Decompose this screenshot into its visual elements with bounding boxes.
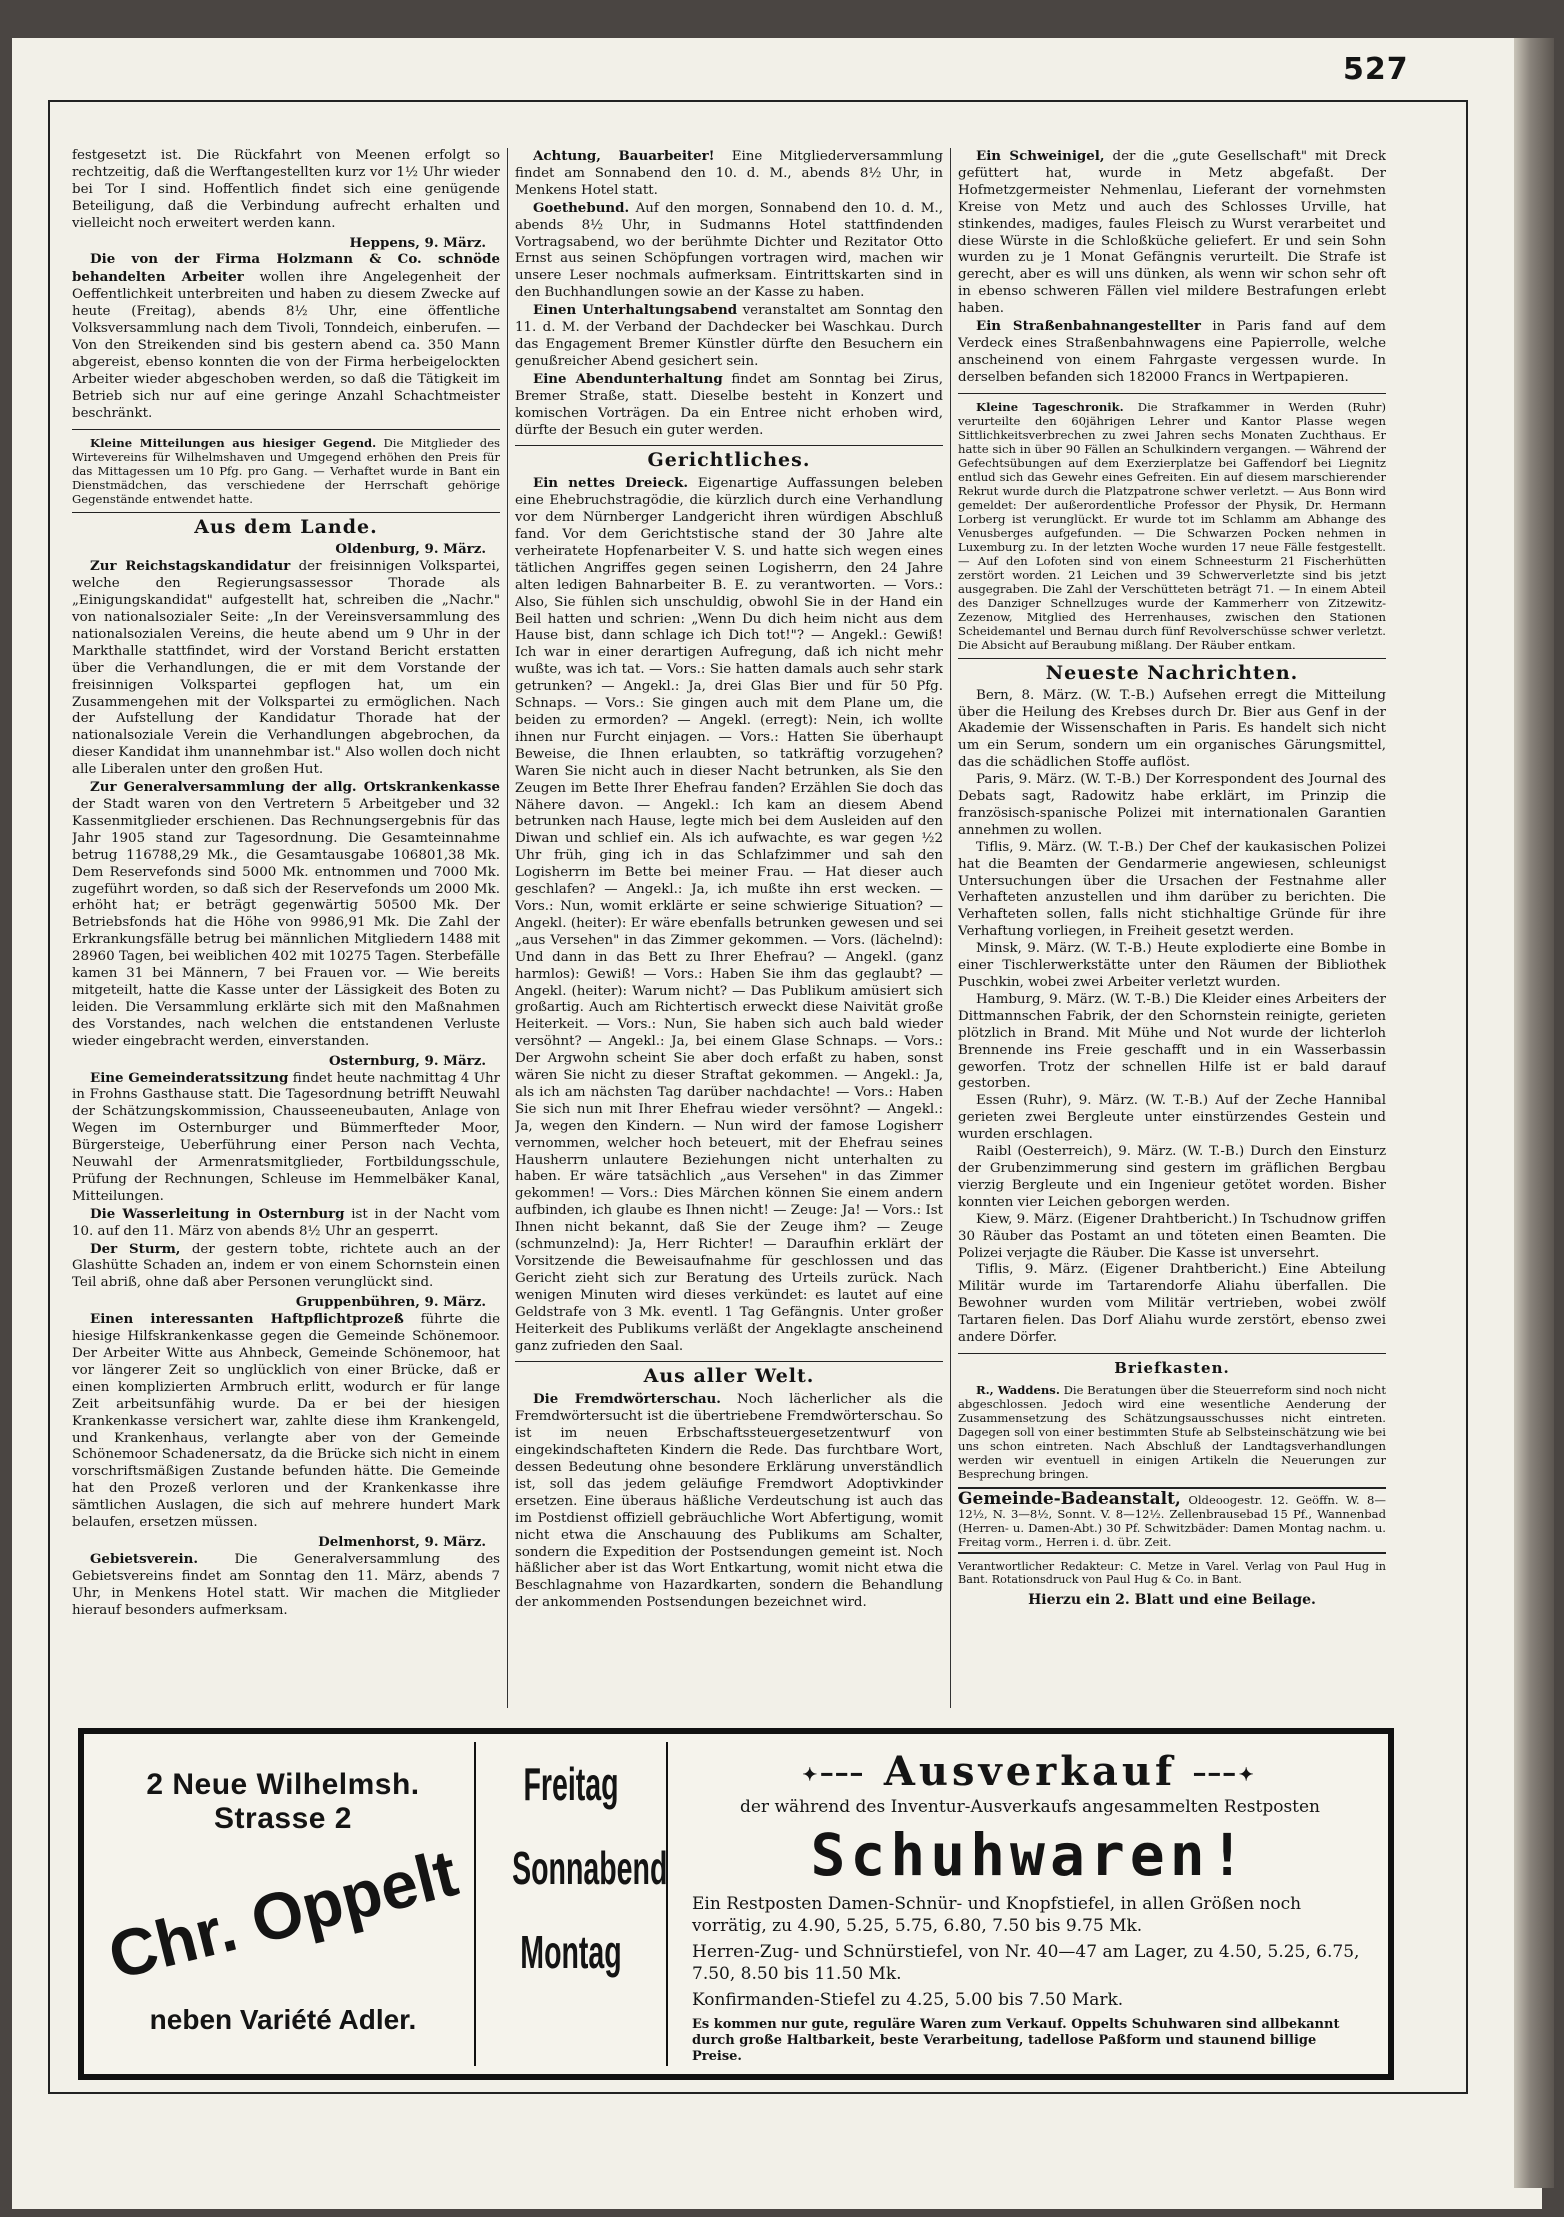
article-text: festgesetzt ist. Die Rückfahrt von Meenen erfolgt so rechtzeitig, daß die Werftangestellten kurz vor 1½ Uhr wieder bei Tor I sind. Hoffentlich findet sich eine genügende Beteiligung, daß die Verbindung aufrecht erhalten und vielleicht noch erweitert werden kann. — [72, 148, 500, 231]
ornament-icon: ━━━✦ — [1194, 1764, 1258, 1786]
ad-brand-name: Chr. Oppelt — [101, 1835, 465, 1993]
article — [515, 1391, 943, 1612]
article-text: findet heute nachmittag 4 Uhr in Frohns Gasthause statt. Die Tagesordnung betrifft Neuwahl der Schätzungskommission, Chausseeneubauten, Anlage von Wegen im Osternburger und Bümmerfteder Moor, Bürgersteige, Ueberführung einer Person nach Vechta, Neuwahl der Armenratsmitglieder, Fortbildungsschule, Prüfung der Rechnungen, Schleuse im Hemmelbäker Kanal, Mitteilungen. — [72, 1070, 500, 1204]
news-item: Tiflis, 9. März. (Eigener Drahtbericht.) Eine Abteilung Militär wurde im Tartarendorfe Aliahu überfallen. Die Bewohner wurden vom Militär vertrieben, wobei zwölf Tartaren fielen. Das Dorf Aliahu wurde zerstört, ebenso zwei andere Dörfer. — [958, 1262, 1386, 1346]
news-item: Minsk, 9. März. (W. T.-B.) Heute explodierte eine Bombe in einer Tischlerwerkstätte unter den Räumen der Bibliothek Puschkin, wobei zwei Arbeiter verletzt wurden. — [958, 941, 1386, 990]
article-heading: Gebietsverein. — [90, 1550, 199, 1567]
divider — [958, 658, 1386, 659]
ad-sale-panel — [680, 1742, 1380, 2066]
dateline: Osternburg, 9. März. — [329, 1052, 486, 1069]
article-heading: Zur Reichstagskandidatur — [90, 558, 291, 575]
article-heading: Ein Straßenbahnangestellter — [976, 318, 1201, 335]
news-item: Raibl (Oesterreich), 9. März. (W. T.-B.) Durch den Einsturz der Grubenzimmerung sind gestern im gräflichen Bergbau vierzig Bergleute und ein Ingenieur getötet worden. Bisher konnten vier Leichen geborgen werden. — [958, 1144, 1386, 1210]
bath-notice-text: Oldeoogestr. 12. Geöffn. W. 8—12½, N. 3—8½, Sonnt. V. 8—12½. Zellenbrausebad 15 Pf., Wannenbad (Herren- u. Damen-Abt.) 30 Pf. Schwitzbäder: Damen Montag nachm. u. Freitag vorm., Herren i. d. übr. Zeit. — [958, 1492, 1386, 1549]
ad-store-panel — [92, 1742, 476, 2066]
article-text: der freisinnigen Volkspartei, welche den Regierungsassessor Thorade als „Einigungskandidat" aufgestellt hat, schreiben die „Nachr." von nationalsozialer Seite: „In der Vereinsversammlung des nationalsozialen Vereins, die heute abend um 9 Uhr in der Markthalle stattfindet, wird der Vorstand Bericht erstatten über die Verhandlungen, die er mit dem Vorstande der freisinnigen Volkspartei gepflogen hat, um ein Zusammengehen mit der Volkspartei zu ermöglichen. Nach der Aufstellung der Kandidatur Thorade hat der nationalsoziale Verein die Verhandlungen abgebrochen, da dieser Kandidat ihm unannehmbar ist." Also wollen doch nicht alle Liberalen unter den großen Hut. — [72, 559, 500, 778]
bath-notice-heading: Gemeinde-Badeanstalt, — [958, 1488, 1181, 1509]
divider — [958, 1353, 1386, 1354]
article-heading: Einen Unterhaltungsabend — [533, 302, 738, 319]
advertisement — [78, 1728, 1394, 2080]
article-heading: Goethebund. — [533, 199, 630, 216]
article — [72, 1241, 500, 1293]
ad-footer-text: Es kommen nur gute, reguläre Waren zum Verkauf. Oppelts Schuhwaren sind allbekannt durch große Haltbarkeit, beste Verarbeitung, tadellose Paßform und staunend billige Preise. — [692, 2017, 1340, 2064]
news-item: Tiflis, 9. März. (W. T.-B.) Der Chef der kaukasischen Polizei hat die Beamten der Gendarmerie angewiesen, schleunigst Untersuchungen über die Ursachen der Festnahme aller Verhafteten anzustellen und ihm darüber zu berichten. Die Verhafteten sollen, falls nicht stichhaltige Gründe für ihre Verhaftung vorliegen, in Freiheit gesetzt werden. — [958, 839, 1386, 940]
article-heading: Eine Gemeinderatssitzung — [90, 1069, 289, 1086]
article-text: wollen ihre Angelegenheit der Oeffentlichkeit unterbreiten und haben zu diesem Zwecke auf heute (Freitag), abends 8½ Uhr, eine öffentliche Volksversammlung nach dem Tivoli, Tonndeich, einberufen. — Von den Streikenden sind bis gestern abend ca. 350 Mann abgereist, ebenso konnten die von der Firma herbeigelockten Arbeiter wieder abgeschoben werden, so daß die Tätigkeit im Betrieb sich nur auf eine geringe Anzahl Schachtmeister beschränkt. — [72, 270, 500, 421]
divider — [515, 445, 943, 446]
article-text: Auf den morgen, Sonnabend den 10. d. M., abends 8½ Uhr, in Sudmanns Hotel stattfindenden Vortragsabend, wo der berühmte Dichter und Rezitator Otto Ernst aus seinen Schöpfungen vortragen wird, machen wir unsere Leser nochmals aufmerksam. Eintrittskarten sind in den Buchhandlungen sowie an der Kasse zu haben. — [515, 200, 943, 301]
ad-day: Sonnabend — [512, 1842, 668, 1894]
article — [515, 148, 943, 200]
supplement-note: Hierzu ein 2. Blatt und eine Beilage. — [1028, 1591, 1316, 1608]
column-rule — [507, 148, 508, 1708]
article-heading: Die Fremdwörterschau. — [533, 1391, 721, 1408]
article-heading: Ein nettes Dreieck. — [533, 475, 689, 492]
article — [72, 779, 500, 1051]
column-left — [72, 148, 500, 1718]
ad-sale-title-text: Ausverkauf — [883, 1748, 1177, 1795]
column-rule — [950, 148, 951, 1708]
article-text: Noch lächerlicher als die Fremdwörtersucht ist die übertriebene Fremdwörterschau. So ist im neuen Erbschaftssteuergesetzentwurf von eingekindschafteten Kindern die Rede. Das furchtbare Wort, dessen Bedeutung ohne besondere Erklärung unverständlich ist, soll das jedem geläufige Fremdwort Adoptivkinder ersetzen. Eine überaus häßliche Verdeutschung ist auch das im Postdienst offiziell gebräuchliche Wort Abfertigung, womit nicht etwa die Anschauung des Publikums am Schalter, sondern die Expedition der Postsendungen gemeint ist. Noch häßlicher aber ist das Wort Entkartung, womit nicht etwa die Beschlagnahme von Hazardkarten, sondern die Behandlung der ankommenden Postsendungen bezeichnet wird. — [515, 1392, 943, 1611]
article — [72, 1070, 500, 1206]
divider — [515, 1361, 943, 1362]
news-item: Paris, 9. März. (W. T.-B.) Der Korrespondent des Journal des Debats sagt, Radowitz habe erklärt, im Prinzip die französisch-spanische Polizei mit internationalen Garantien annehmen zu wollen. — [958, 772, 1386, 838]
column-right — [958, 148, 1386, 1718]
dateline: Gruppenbühren, 9. März. — [295, 1294, 486, 1311]
dateline: Heppens, 9. März. — [349, 234, 486, 251]
section-heading: Briefkasten. — [1114, 1358, 1230, 1377]
article-text: findet am Sonntag bei Zirus, Bremer Straße, statt. Dieselbe besteht in Konzert und komischen Vorträgen. Da ein Entree nicht erhoben wird, dürfte der Besuch ein guter werden. — [515, 371, 943, 438]
article-text: Eine Mitgliederversammlung findet am Sonnabend den 10. d. M., abends 8½ Uhr, in Menkens Hotel statt. — [515, 149, 943, 198]
article-text: der gestern tobte, richtete auch an der Glashütte Schaden an, indem er von einem Schornstein einen Teil abriß, ohne daß aber Personen verunglückt sind. — [72, 1241, 500, 1291]
article-heading: Zur Generalversammlung der allg. Ortskrankenkasse — [90, 779, 500, 796]
section-heading: Neueste Nachrichten. — [1045, 661, 1299, 684]
ad-sale-subtitle: der während des Inventur-Ausverkaufs angesammelten Restposten — [739, 1797, 1321, 1817]
ad-sale-title — [680, 1748, 1380, 1795]
article — [72, 436, 500, 506]
article-text: der Stadt waren von den Vertretern 5 Arbeitgeber und 32 Kassenmitglieder erschienen. Das Rechnungsergebnis für das Jahr 1905 stand zur Tagesordnung. Die Gesamteinnahme betrug 116788,29 Mk., die Gesamtausgabe 106801,38 Mk. Dem Reservefonds sind 5000 Mk. entnommen und 7000 Mk. zugeführt worden, so daß sich der Reservefonds um 2000 Mk. erhöht hat; er beträgt gegenwärtig 50500 Mk. Der Betriebsfonds hat die Höhe von 9986,91 Mk. Die Zahl der Erkrankungsfälle betrug bei männlichen Mitgliedern 1488 mit 28960 Tagen, bei weiblichen 402 mit 10275 Tagen. Sterbefälle kamen 31 bei Männern, 7 bei Frauen vor. — Wie bereits mitgeteilt, hatte die Kasse unter der Lässigkeit des Boten zu leiden. Die Versammlung erklärte sich mit den Maßnahmen des Vorstandes, nach welchen die entstandenen Verluste wieder eingebracht werden, einverstanden. — [72, 797, 500, 1049]
article — [958, 400, 1386, 652]
article — [515, 475, 943, 1355]
article-heading: Ein Schweinigel, — [976, 148, 1105, 164]
imprint: Verantwortlicher Redakteur: C. Metze in Varel. Verlag von Paul Hug in Bant. Rotationsdruck von Paul Hug & Co. in Bant. — [958, 1559, 1386, 1586]
ad-product-heading: Schuhwaren! — [810, 1821, 1250, 1889]
column-middle — [515, 148, 943, 1718]
article — [515, 371, 943, 440]
page-number: 527 — [1343, 52, 1409, 87]
article — [72, 251, 500, 422]
article-text: veranstaltet am Sonntag den 11. d. M. der Verband der Dachdecker bei Waschkau. Durch das Engagement Bremer Künstler dürfte den Besuchern ein genußreicher Abend gesichert sein. — [515, 303, 943, 369]
ad-offer-line: Ein Restposten Damen-Schnür- und Knopfstiefel, in allen Größen noch vorrätig, zu 4.90, 5.25, 5.75, 6.80, 7.50 bis 9.75 Mk. — [692, 1894, 1302, 1936]
reply-text: Die Beratungen über die Steuerreform sind noch nicht abgeschlossen. Jedoch wird eine wesentliche Aenderung der Zusammensetzung des Schätzungsausschusses nicht eintreten. Dagegen soll von einer bestimmten Stufe ab Selbsteinschätzung wie bei uns schon eintreten. Nach Abschluß der Landtagsverhandlungen werden wir eventuell in einigen Artikeln die Neuerungen zur Besprechung bringen. — [958, 1382, 1386, 1481]
dateline: Delmenhorst, 9. März. — [318, 1533, 486, 1550]
bath-notice — [958, 1487, 1386, 1554]
ornament-icon: ✦━━━ — [802, 1764, 866, 1786]
article-heading: Kleine Mitteilungen aus hiesiger Gegend. — [90, 435, 377, 450]
article — [515, 200, 943, 302]
article — [958, 318, 1386, 387]
reply-recipient: R., Waddens. — [976, 1382, 1060, 1397]
article — [72, 1551, 500, 1620]
article-heading: Achtung, Bauarbeiter! — [533, 148, 715, 164]
article — [72, 558, 500, 779]
article-heading: Eine Abendunterhaltung — [533, 370, 723, 387]
divider — [72, 429, 500, 430]
divider — [958, 393, 1386, 394]
article-heading: Die von der Firma Holzmann & Co. schnöde behandelten Arbeiter — [72, 251, 500, 286]
letter-reply — [958, 1383, 1386, 1481]
ad-address: 2 Neue Wilhelmsh. Strasse 2 — [146, 1768, 420, 1835]
ad-days-panel — [476, 1742, 668, 2066]
article-text: ist in der Nacht vom 10. auf den 11. März von abends 8½ Uhr an gesperrt. — [72, 1206, 500, 1239]
article-text: führte die hiesige Hilfskrankenkasse gegen die Gemeinde Schönemoor. Der Arbeiter Witte aus Ahnbeck, Gemeinde Schönemoor, hat vor längerer Zeit so unglücklich von einer Brücke, daß er einen komplizierten Armbruch erlitt, wodurch er für lange Zeit arbeitsunfähig wurde. Da er bei der hiesigen Krankenkasse versichert war, zahlte diese ihm Krankengeld, und Krankenhaus, verlangte aber von der Gemeinde Schönemoor Schadenersatz, da die Brücke sich nicht in einem vorschriftsmäßigen Zustande befunden hätte. Die Gemeinde hat den Prozeß verloren und der Krankenkasse ihre sämtlichen Auslagen, die sich auf mehrere hundert Mark belaufen, ersetzen müssen. — [72, 1312, 500, 1531]
divider — [72, 512, 500, 513]
section-heading: Aus aller Welt. — [643, 1365, 815, 1388]
article-text: Eigenartige Auffassungen beleben eine Ehebruchstragödie, die kürzlich durch eine Verhandlung vor dem Nürnberger Landgericht ihren würdigen Abschluß fand. Vor dem Gerichtstische stand der 30 Jahre alte verheiratete Hopfenarbeiter V. S. und hatte sich wegen eines tätlichen Angriffes gegen seinen Logisherrn, den 24 Jahre alten ledigen Bahnarbeiter B. E. zu verantworten. — Vors.: Also, Sie fühlen sich unschuldig, obwohl Sie in der Hand ein Beil hatten und schrien: „Wenn Du dich heim nicht aus dem Hause bist, dann schlage ich Dich tot!"? — Angekl.: Gewiß! Ich war in einer derartigen Aufregung, daß ich nicht mehr wußte, was ich tat. — Vors.: Sie hatten damals auch sehr stark getrunken? — Angekl.: Ja, drei Glas Bier und für 50 Pfg. Schnaps. — Vors.: Sie gingen auch mit dem Plane um, die beiden zu ermorden? — Angekl. (erregt): Nein, ich wollte ihnen nur Furcht einjagen. — Vors.: Hatten Sie überhaupt Beweise, die Ihnen erlaubten, so tatkräftig vorzugehen? Waren Sie nicht auch in dieser Nacht betrunken, als Sie den Zeugen im Bette Ihrer Ehefrau fanden? Erzählen Sie doch das Nähere davon. — Angekl.: Ich kam an diesem Abend betrunken nach Hause, legte mich bei dem Ausleiden auf den Diwan und schlief ein. Als ich aufwachte, es war gegen ½2 Uhr früh, ging ich in das Schlafzimmer und sah den Logisherrn im Bette bei meiner Frau. — Hat dieser auch geschlafen? — Angekl.: Ja, ich mußte ihn erst wecken. — Vors.: Nun, womit erklärte er seine schwierige Situation? — Angekl. (heiter): Er wäre ebenfalls betrunken gewesen und sei „aus Versehen" in das Zimmer gekommen. — Vors. (lächelnd): Und dann in das Bett zu Ihrer Ehefrau? — Angekl. (ganz harmlos): Gewiß! — Vors.: Haben Sie ihm das geglaubt? — Angekl. (heiter): Warum nicht? — Das Publikum amüsiert sich großartig. Auch am Richtertisch erweckt diese Naivität große Heiterkeit. — Vors.: Nun, Sie haben sich auch bald wieder versöhnt? — Angekl.: Ja, bei einem Glase Schnaps. — Vors.: Der Argwohn scheint Sie aber doch erfaßt zu haben, sonst wären Sie nicht zu dieser Straftat gekommen. — Angekl.: Ja, als ich am nächsten Tag darüber nachdachte! — Vors.: Haben Sie sich nun mit Ihrer Ehefrau wieder versöhnt? — Angekl.: Ja, wegen den Kindern. — Nun wird der famose Logisherr vernommen, welcher hoch beteuert, mit der Ehefrau seines Hausherrn unlautere Beziehungen nicht unterhalten zu haben. Er wäre tatsächlich „aus Versehen" in das Zimmer gekommen! — Vors.: Dies Märchen können Sie einem andern aufbinden, ich glaube es Ihnen nicht! — Zeuge: Ja! — Vors.: Ist Ihnen nicht bekannt, daß Sie der Zeuge ihm? — Zeuge (schmunzelnd): Ja, Herr Richter! — Daraufhin erklärt der Vorsitzende die Beweisaufnahme für geschlossen und das Gericht zieht sich zur Beratung des Urteils zurück. Nach wenigen Minuten wird dieses verkündet: es lautet auf eine Geldstrafe von 3 Mk. eventl. 1 Tag Gefängnis. Unter großer Heiterkeit des Publikums verläßt der Angeklagte anscheinend ganz zufrieden den Saal. — [515, 476, 943, 1354]
article — [515, 302, 943, 371]
news-item: Essen (Ruhr), 9. März. (W. T.-B.) Auf der Zeche Hannibal gerieten zwei Bergleute unter einstürzendes Gestein und wurden erschlagen. — [958, 1093, 1386, 1143]
article — [958, 148, 1386, 318]
article-text: Die Strafkammer in Werden (Ruhr) verurteilte den 60jährigen Lehrer und Kantor Plasse wegen Sittlichkeitsverbrechen zu zwei Jahren sechs Monaten Zuchthaus. Er hatte sich in über 90 Fällen an Schulkindern vergangen. — Während der Gefechtsübungen auf dem Exerzierplatze bei Gaffendorf bei Liegnitz entlud sich das Gewehr eines Gefreiten. Ein auf diesem marschierender Rekrut wurde durch die Platzpatrone schwer verletzt. — Aus Bonn wird gemeldet: Der außerordentliche Professor der Physik, Dr. Hermann Lorberg ist verunglückt. Er wurde tot im Schlamm am Abhange des Venusberges aufgefunden. — Die Schwarzen Pocken nehmen in Luxemburg zu. In der letzten Woche wurden 17 neue Fälle festgestellt. — Auf den Lofoten sind von einem Schneesturm 21 Fischerhütten zerstört worden. 21 Leichen und 39 Schwerverletzte sind bis jetzt ausgegraben. Die Zahl der Verschütteten beträgt 71. — In einem Abteil des Danziger Schnellzuges wurde der Kammerherr von Zitzewitz-Zezenow, Mitglied des Herrenhauses, zwischen den Stationen Scheidemantel und Bernau durch fünf Revolverschüsse schwer verletzt. Die Absicht auf Beraubung mißlang. Der Räuber entkam. — [958, 399, 1386, 652]
ad-offer-line: Herren-Zug- und Schnürstiefel, von Nr. 40—47 am Lager, zu 4.50, 5.25, 6.75, 7.50, 8.50 bis 11.50 Mk. — [692, 1942, 1360, 1984]
ad-location-note: neben Variété Adler. — [149, 2004, 417, 2035]
article-text: der die „gute Gesellschaft" mit Dreck gefüttert hat, wurde in Metz abgefaßt. Der Hofmetzgermeister Nehmenlau, Lieferant der vornehmsten Kreise von Metz und auch des Schlosses Urville, hat stinkendes, madiges, faules Fleisch zu Wurst verarbeitet und diese Würste in die Schloßküche geliefert. Er und sein Sohn wurden zu je 1 Monat Gefängnis verurteilt. Die Strafe ist gerecht, aber es will uns dünken, als wenn wir schon sehr oft in ebenso schweren Fällen viel mildere Bestrafungen erlebt haben. — [958, 149, 1386, 317]
article-text: Die Mitglieder des Wirtevereins für Wilhelmshaven und Umgegend erhöhen den Preis für das Mittagessen um 10 Pfg. pro Gang. — Verhaftet wurde in Bant ein Dienstmädchen, das verschiedene der Herrschaft gehörige Gegenstände entwendet hatte. — [72, 435, 500, 506]
section-heading: Aus dem Lande. — [194, 515, 378, 538]
article — [72, 1206, 500, 1241]
news-item: Kiew, 9. März. (Eigener Drahtbericht.) In Tschudnow griffen 30 Räuber das Postamt an und töteten einen Beamten. Die Polizei verjagte die Räuber. Die Kasse ist unversehrt. — [958, 1211, 1386, 1261]
ad-day: Montag — [520, 1926, 622, 1978]
news-item: Bern, 8. März. (W. T.-B.) Aufsehen erregt die Mitteilung über die Heilung des Krebses durch Dr. Bier aus Genf in der Akademie der Wissenschaften in Paris. Es handelt sich nicht um ein Serum, sondern um ein organisches Gärungsmittel, das die schädlichen Stoffe auflöst. — [958, 687, 1386, 771]
ad-day: Freitag — [523, 1758, 619, 1810]
article — [72, 1311, 500, 1532]
ad-offer-line: Konfirmanden-Stiefel zu 4.25, 5.00 bis 7.50 Mark. — [692, 1990, 1124, 2010]
article-heading: Kleine Tageschronik. — [976, 399, 1124, 414]
article-heading: Die Wasserleitung in Osternburg — [90, 1205, 345, 1222]
article-text: Die Generalversammlung des Gebietsvereins findet am Sonntag den 11. März, abends 7 Uhr, in Menkens Hotel statt. Wir machen die Mitglieder hierauf besonders aufmerksam. — [72, 1551, 500, 1618]
article-text: in Paris fand auf dem Verdeck eines Straßenbahnwagens eine Papierrolle, welche anscheinend von einem Fahrgaste vergessen wurde. In derselben befanden sich 182000 Francs in Wertpapieren. — [958, 319, 1386, 385]
article-heading: Der Sturm, — [90, 1240, 181, 1257]
section-heading: Gerichtliches. — [647, 449, 811, 472]
book-binding — [1514, 38, 1554, 2188]
dateline: Oldenburg, 9. März. — [335, 541, 486, 558]
article-heading: Einen interessanten Haftpflichtprozeß — [90, 1311, 404, 1328]
news-item: Hamburg, 9. März. (W. T.-B.) Die Kleider eines Arbeiters der Dittmannschen Fabrik, der den Schornstein reinigte, gerieten plötzlich in Brand. Mit Mühe und Not wurde der lichterloh Brennende ins Freie geschafft und in ein Wasserbassin geworfen. Trotz der schnellen Hilfe ist er bald darauf gestorben. — [958, 991, 1386, 1092]
